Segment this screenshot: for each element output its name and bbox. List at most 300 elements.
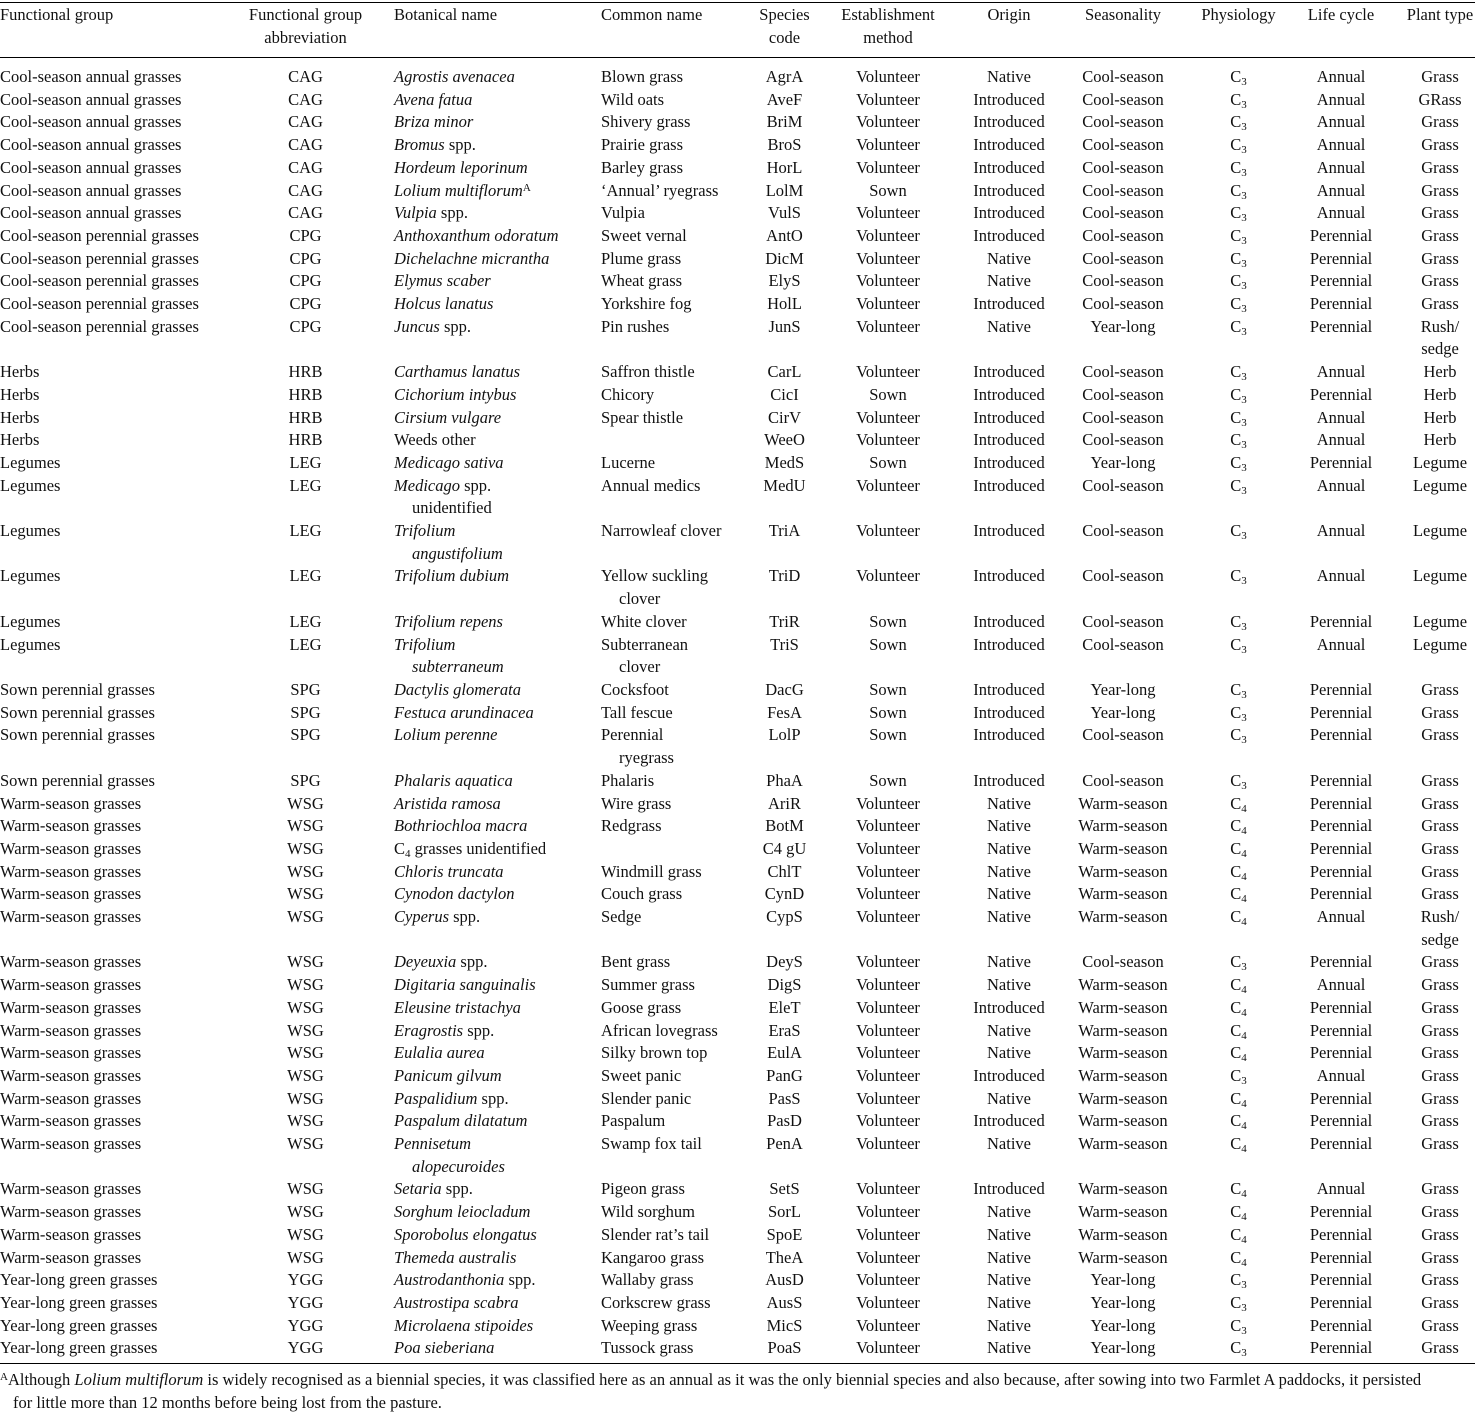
- cell-species-code: PoaS: [767, 1338, 802, 1358]
- cell-botanical-name: [383, 384, 600, 407]
- common-name-line: Couch grass: [601, 884, 683, 904]
- cell-origin: Native: [987, 1202, 1031, 1222]
- cell-origin: Native: [987, 316, 1031, 336]
- cell-functional-group: Warm-season grasses: [0, 1043, 142, 1063]
- botanical-roman: spp.: [504, 1270, 536, 1290]
- physiology-subscript: 3: [1241, 416, 1247, 429]
- physiology-letter: C: [1230, 1270, 1242, 1290]
- common-name-line: Cocksfoot: [601, 679, 669, 699]
- cell-origin: Introduced: [973, 611, 1045, 631]
- cell-seasonality: Cool-season: [1082, 566, 1164, 586]
- cell-origin: Native: [987, 1247, 1031, 1267]
- cell-plant-type: [1393, 974, 1475, 997]
- cell-seasonality: Cool-season: [1082, 384, 1164, 404]
- header-line: Species: [759, 5, 810, 24]
- cell-establishment-method: Volunteer: [856, 67, 920, 86]
- physiology-subscript: 4: [1241, 916, 1247, 929]
- cell-botanical-name: [383, 997, 600, 1020]
- physiology-subscript: 4: [1241, 1006, 1247, 1019]
- cell-species-code: EulA: [767, 1043, 802, 1063]
- botanical-italic: Aristida ramosa: [394, 793, 501, 813]
- plant-type-line: Herb: [1423, 430, 1457, 450]
- cell-species-code: C4 gU: [762, 838, 807, 858]
- cell-species-code: BroS: [767, 135, 802, 155]
- cell-physiology: [1188, 1042, 1289, 1065]
- cell-common-name: [600, 66, 753, 89]
- cell-origin: Native: [987, 248, 1031, 268]
- cell-life-cycle: Perennial: [1309, 452, 1373, 472]
- cell-seasonality: Warm-season: [1078, 1111, 1168, 1131]
- botanical-italic: Eulalia aurea: [394, 1043, 485, 1063]
- cell-life-cycle: Perennial: [1309, 997, 1373, 1017]
- botanical-continuation: alopecuroides: [412, 1156, 505, 1176]
- cell-functional-group: Warm-season grasses: [0, 907, 142, 927]
- table-footnote: [0, 1369, 1475, 1414]
- cell-plant-type: [1393, 838, 1475, 861]
- cell-functional-group: Legumes: [0, 634, 61, 654]
- cell-functional-group: Cool-season perennial grasses: [0, 225, 199, 245]
- cell-common-name: [600, 475, 753, 520]
- table-row: [0, 974, 1475, 997]
- cell-species-code: MedS: [764, 452, 805, 472]
- cell-functional-group: Cool-season annual grasses: [0, 203, 182, 223]
- plant-type-line: Grass: [1421, 861, 1459, 881]
- cell-physiology: [1188, 1088, 1289, 1111]
- physiology-letter: C: [1230, 566, 1242, 586]
- cell-botanical-name: [383, 1247, 600, 1270]
- cell-origin: Native: [987, 861, 1031, 881]
- table-row: [0, 565, 1475, 610]
- cell-species-code: CarL: [767, 362, 802, 382]
- cell-establishment-method: Volunteer: [856, 884, 920, 904]
- cell-origin: Introduced: [973, 135, 1045, 155]
- common-name-line: Saffron thistle: [601, 362, 695, 382]
- botanical-italic: Themeda australis: [394, 1247, 517, 1267]
- cell-plant-type: [1393, 702, 1475, 725]
- table-row: [0, 1269, 1475, 1292]
- cell-functional-group: Cool-season annual grasses: [0, 112, 182, 132]
- cell-origin: Introduced: [973, 430, 1045, 450]
- cell-functional-group: Warm-season grasses: [0, 861, 142, 881]
- plant-type-line: Grass: [1421, 1292, 1459, 1312]
- cell-plant-type: [1393, 724, 1475, 769]
- cell-plant-type: [1393, 997, 1475, 1020]
- plant-type-line: Grass: [1421, 157, 1459, 177]
- cell-seasonality: Warm-season: [1078, 907, 1168, 927]
- header-species-code: [753, 4, 816, 57]
- cell-species-code: BriM: [766, 112, 803, 132]
- cell-origin: Introduced: [973, 384, 1045, 404]
- physiology-subscript: 4: [1241, 1256, 1247, 1269]
- physiology-subscript: 4: [1241, 847, 1247, 860]
- cell-plant-type: [1393, 679, 1475, 702]
- cell-seasonality: Year-long: [1090, 702, 1156, 722]
- botanical-italic: Bromus: [394, 135, 445, 155]
- cell-life-cycle: Annual: [1316, 475, 1366, 495]
- physiology-subscript: 3: [1241, 575, 1247, 588]
- cell-group-abbreviation: LEG: [289, 611, 322, 631]
- cell-botanical-name: [383, 429, 600, 452]
- cell-common-name: [600, 111, 753, 134]
- table-row: [0, 1337, 1475, 1360]
- cell-group-abbreviation: HRB: [288, 407, 323, 427]
- botanical-italic: Medicago: [394, 475, 460, 495]
- cell-species-code: DicM: [765, 248, 804, 268]
- cell-establishment-method: Volunteer: [856, 294, 920, 314]
- physiology-subscript: 4: [1241, 1097, 1247, 1110]
- cell-establishment-method: Volunteer: [856, 430, 920, 450]
- cell-physiology: [1188, 1337, 1289, 1360]
- cell-plant-type: [1393, 1133, 1475, 1178]
- header-functional-group-abbreviation: [228, 4, 383, 57]
- botanical-italic: Lolium perenne: [394, 725, 498, 745]
- table-row: [0, 66, 1475, 89]
- cell-functional-group: Legumes: [0, 521, 61, 541]
- cell-seasonality: Warm-season: [1078, 1043, 1168, 1063]
- common-name-line: Bent grass: [601, 952, 671, 972]
- cell-origin: Native: [987, 884, 1031, 904]
- plant-type-line: Legume: [1412, 566, 1468, 586]
- physiology-letter: C: [1230, 1065, 1242, 1085]
- cell-life-cycle: Perennial: [1309, 861, 1373, 881]
- cell-botanical-name: [383, 293, 600, 316]
- cell-species-code: AntO: [766, 225, 803, 245]
- cell-botanical-name: [383, 316, 600, 361]
- botanical-roman: spp.: [459, 475, 492, 495]
- cell-seasonality: Cool-season: [1082, 157, 1164, 177]
- cell-establishment-method: Volunteer: [856, 861, 920, 881]
- physiology-subscript: 3: [1241, 1279, 1247, 1292]
- cell-functional-group: Warm-season grasses: [0, 975, 142, 995]
- cell-seasonality: Cool-season: [1082, 225, 1164, 245]
- cell-species-code: SetS: [769, 1179, 800, 1199]
- table-row: [0, 475, 1475, 520]
- cell-seasonality: Cool-season: [1082, 271, 1164, 291]
- table-row: [0, 1247, 1475, 1270]
- botanical-roman: C: [394, 838, 406, 858]
- common-name-line: Annual medics: [601, 475, 701, 495]
- plant-type-line: Grass: [1421, 1338, 1459, 1358]
- cell-functional-group: Cool-season annual grasses: [0, 135, 182, 155]
- physiology-subscript: 3: [1241, 76, 1247, 88]
- common-name-line: Wheat grass: [601, 271, 683, 291]
- botanical-italic: Juncus: [394, 316, 440, 336]
- cell-botanical-name: [383, 883, 600, 906]
- cell-common-name: [600, 861, 753, 884]
- plant-type-line: Grass: [1421, 1088, 1459, 1108]
- common-name-line: Tussock grass: [601, 1338, 694, 1358]
- cell-species-code: DacG: [765, 679, 804, 699]
- cell-botanical-name: [383, 1269, 600, 1292]
- cell-origin: Native: [987, 1043, 1031, 1063]
- cell-group-abbreviation: WSG: [287, 816, 324, 836]
- cell-group-abbreviation: WSG: [287, 1088, 324, 1108]
- cell-group-abbreviation: WSG: [287, 838, 324, 858]
- common-name-line: Goose grass: [601, 997, 682, 1017]
- cell-physiology: [1188, 1292, 1289, 1315]
- cell-seasonality: Warm-season: [1078, 1134, 1168, 1154]
- cell-physiology: [1188, 202, 1289, 225]
- cell-botanical-name: [383, 1110, 600, 1133]
- plant-type-line: Legume: [1412, 452, 1468, 472]
- cell-physiology: [1188, 997, 1289, 1020]
- cell-life-cycle: Annual: [1316, 203, 1366, 223]
- common-name-line: Shivery grass: [601, 112, 691, 132]
- cell-seasonality: Cool-season: [1082, 407, 1164, 427]
- cell-common-name: [600, 611, 753, 634]
- cell-origin: Introduced: [973, 1065, 1045, 1085]
- cell-establishment-method: Volunteer: [856, 816, 920, 836]
- cell-functional-group: Cool-season annual grasses: [0, 180, 182, 200]
- botanical-continuation: subterraneum: [412, 657, 504, 677]
- physiology-letter: C: [1230, 1043, 1242, 1063]
- common-name-line: Weeping grass: [601, 1315, 698, 1335]
- botanical-italic: Paspalidium: [394, 1088, 478, 1108]
- table-bottom-rule: [0, 1363, 1475, 1364]
- botanical-italic: Vulpia: [394, 203, 437, 223]
- cell-species-code: VulS: [768, 203, 801, 223]
- common-name-line: Wallaby grass: [601, 1270, 694, 1290]
- header-line: method: [863, 27, 913, 47]
- table-row: [0, 883, 1475, 906]
- botanical-roman: spp.: [477, 1088, 509, 1108]
- cell-common-name: [600, 293, 753, 316]
- physiology-letter: C: [1230, 384, 1242, 404]
- cell-common-name: [600, 202, 753, 225]
- cell-functional-group: Year-long green grasses: [0, 1315, 158, 1335]
- common-name-line: Sweet panic: [601, 1065, 682, 1085]
- physiology-subscript: 4: [1241, 1233, 1247, 1246]
- cell-common-name: [600, 1133, 753, 1178]
- common-name-line: Subterranean: [601, 634, 689, 654]
- cell-common-name: [600, 793, 753, 816]
- cell-plant-type: [1393, 1110, 1475, 1133]
- cell-seasonality: Cool-season: [1082, 180, 1164, 200]
- botanical-italic: Dactylis glomerata: [394, 679, 521, 699]
- header-line: Plant type: [1406, 5, 1474, 24]
- cell-origin: Native: [987, 1292, 1031, 1312]
- cell-origin: Native: [987, 1270, 1031, 1290]
- cell-group-abbreviation: CAG: [288, 67, 323, 86]
- cell-physiology: [1188, 1110, 1289, 1133]
- cell-functional-group: Sown perennial grasses: [0, 725, 155, 745]
- cell-botanical-name: [383, 475, 600, 520]
- physiology-letter: C: [1230, 725, 1242, 745]
- cell-group-abbreviation: YGG: [287, 1270, 324, 1290]
- header-common-name: [600, 4, 753, 57]
- plant-type-line: Grass: [1421, 1224, 1459, 1244]
- cell-functional-group: Warm-season grasses: [0, 1202, 142, 1222]
- cell-botanical-name: [383, 974, 600, 997]
- cell-plant-type: [1393, 66, 1475, 89]
- cell-group-abbreviation: WSG: [287, 1224, 324, 1244]
- physiology-letter: C: [1230, 135, 1242, 155]
- cell-establishment-method: Volunteer: [856, 248, 920, 268]
- cell-plant-type: [1393, 1201, 1475, 1224]
- cell-functional-group: Cool-season annual grasses: [0, 67, 182, 86]
- plant-type-line: Herb: [1423, 384, 1457, 404]
- cell-species-code: AusD: [765, 1270, 804, 1290]
- physiology-subscript: 4: [1241, 1188, 1247, 1201]
- cell-common-name: [600, 1065, 753, 1088]
- cell-life-cycle: Perennial: [1309, 952, 1373, 972]
- cell-botanical-name: [383, 565, 600, 610]
- cell-group-abbreviation: WSG: [287, 997, 324, 1017]
- cell-physiology: [1188, 1178, 1289, 1201]
- cell-seasonality: Cool-season: [1082, 952, 1164, 972]
- cell-seasonality: Warm-season: [1078, 838, 1168, 858]
- botanical-continuation: angustifolium: [412, 543, 503, 563]
- cell-botanical-name: [383, 407, 600, 430]
- cell-botanical-name: [383, 611, 600, 634]
- cell-physiology: [1188, 1224, 1289, 1247]
- cell-plant-type: [1393, 384, 1475, 407]
- common-name-continuation: clover: [619, 657, 661, 677]
- cell-life-cycle: Perennial: [1309, 816, 1373, 836]
- cell-seasonality: Warm-season: [1078, 1247, 1168, 1267]
- cell-origin: Introduced: [973, 1111, 1045, 1131]
- table-row: [0, 407, 1475, 430]
- cell-seasonality: Warm-season: [1078, 1088, 1168, 1108]
- cell-common-name: [600, 565, 753, 610]
- cell-physiology: [1188, 1269, 1289, 1292]
- plant-type-line: sedge: [1421, 929, 1459, 949]
- cell-common-name: [600, 634, 753, 679]
- header-physiology: [1188, 4, 1289, 57]
- cell-functional-group: Cool-season perennial grasses: [0, 248, 199, 268]
- cell-establishment-method: Volunteer: [856, 838, 920, 858]
- cell-group-abbreviation: WSG: [287, 1111, 324, 1131]
- cell-species-code: PasD: [767, 1111, 802, 1131]
- table-row: [0, 202, 1475, 225]
- physiology-letter: C: [1230, 294, 1242, 314]
- table-row: [0, 89, 1475, 112]
- botanical-italic: Austrodanthonia: [394, 1270, 505, 1290]
- plant-type-line: Grass: [1421, 248, 1459, 268]
- cell-common-name: [600, 270, 753, 293]
- cell-common-name: [600, 702, 753, 725]
- physiology-letter: C: [1230, 1134, 1242, 1154]
- cell-physiology: [1188, 180, 1289, 203]
- physiology-letter: C: [1230, 89, 1242, 109]
- cell-common-name: [600, 1292, 753, 1315]
- cell-functional-group: Cool-season annual grasses: [0, 89, 182, 109]
- cell-seasonality: Cool-season: [1082, 294, 1164, 314]
- cell-group-abbreviation: SPG: [290, 725, 321, 745]
- plant-type-line: Grass: [1421, 997, 1459, 1017]
- cell-seasonality: Cool-season: [1082, 67, 1164, 86]
- cell-functional-group: Cool-season perennial grasses: [0, 271, 199, 291]
- cell-seasonality: Warm-season: [1078, 793, 1168, 813]
- cell-physiology: [1188, 724, 1289, 769]
- cell-botanical-name: [383, 770, 600, 793]
- cell-common-name: [600, 89, 753, 112]
- header-plant-type: [1393, 4, 1475, 57]
- physiology-letter: C: [1230, 838, 1242, 858]
- common-name-line: African lovegrass: [601, 1020, 718, 1040]
- common-name-line: Lucerne: [601, 452, 656, 472]
- header-line: Establishment: [841, 5, 935, 24]
- table-row: [0, 111, 1475, 134]
- table-row: [0, 679, 1475, 702]
- cell-physiology: [1188, 270, 1289, 293]
- cell-group-abbreviation: YGG: [287, 1315, 324, 1335]
- plant-type-line: Rush/: [1420, 316, 1460, 336]
- botanical-italic: Pennisetum: [394, 1134, 471, 1154]
- cell-species-code: CynD: [764, 884, 805, 904]
- physiology-letter: C: [1230, 203, 1242, 223]
- cell-establishment-method: Sown: [869, 384, 907, 404]
- table-row: [0, 157, 1475, 180]
- cell-common-name: [600, 225, 753, 248]
- cell-plant-type: [1393, 883, 1475, 906]
- footnote-text-start: Although: [7, 1370, 75, 1389]
- botanical-italic: Sporobolus elongatus: [394, 1224, 537, 1244]
- cell-origin: Introduced: [973, 770, 1045, 790]
- plant-type-line: Grass: [1421, 67, 1459, 86]
- cell-group-abbreviation: WSG: [287, 1134, 324, 1154]
- common-name-line: Plume grass: [601, 248, 682, 268]
- physiology-letter: C: [1230, 702, 1242, 722]
- physiology-letter: C: [1230, 407, 1242, 427]
- cell-species-code: SpoE: [766, 1224, 803, 1244]
- common-name-line: Blown grass: [601, 67, 684, 86]
- cell-establishment-method: Sown: [869, 611, 907, 631]
- plant-type-line: Grass: [1421, 1111, 1459, 1131]
- plant-type-line: Grass: [1421, 225, 1459, 245]
- cell-species-code: JunS: [768, 316, 801, 336]
- cell-common-name: [600, 1042, 753, 1065]
- botanical-italic: Trifolium: [394, 634, 456, 654]
- table-row: [0, 293, 1475, 316]
- physiology-letter: C: [1230, 248, 1242, 268]
- cell-seasonality: Cool-season: [1082, 725, 1164, 745]
- botanical-italic: Trifolium dubium: [394, 566, 510, 586]
- plant-type-line: sedge: [1421, 339, 1459, 359]
- cell-life-cycle: Perennial: [1309, 1134, 1373, 1154]
- cell-origin: Native: [987, 816, 1031, 836]
- physiology-letter: C: [1230, 452, 1242, 472]
- cell-origin: Introduced: [973, 407, 1045, 427]
- cell-botanical-name: [383, 1088, 600, 1111]
- cell-establishment-method: Volunteer: [856, 89, 920, 109]
- botanical-italic: Phalaris aquatica: [394, 770, 513, 790]
- cell-physiology: [1188, 1020, 1289, 1043]
- cell-life-cycle: Perennial: [1309, 1111, 1373, 1131]
- cell-group-abbreviation: LEG: [289, 566, 322, 586]
- cell-species-code: WeeO: [764, 430, 805, 450]
- cell-botanical-name: [383, 1133, 600, 1178]
- cell-species-code: MedU: [763, 475, 806, 495]
- cell-life-cycle: Annual: [1316, 907, 1366, 927]
- cell-plant-type: [1393, 270, 1475, 293]
- cell-life-cycle: Perennial: [1309, 1338, 1373, 1358]
- cell-common-name: [600, 134, 753, 157]
- cell-establishment-method: Volunteer: [856, 1065, 920, 1085]
- plant-type-line: Legume: [1412, 634, 1468, 654]
- physiology-subscript: 4: [1241, 893, 1247, 906]
- cell-botanical-name: [383, 1178, 600, 1201]
- table-row: [0, 248, 1475, 271]
- botanical-italic: Bothriochloa macra: [394, 816, 528, 836]
- header-line: Life cycle: [1307, 5, 1375, 24]
- cell-group-abbreviation: WSG: [287, 1247, 324, 1267]
- cell-species-code: TriD: [768, 566, 801, 586]
- physiology-subscript: 4: [1241, 802, 1247, 815]
- cell-botanical-name: [383, 452, 600, 475]
- cell-seasonality: Warm-season: [1078, 1020, 1168, 1040]
- cell-species-code: EraS: [768, 1020, 801, 1040]
